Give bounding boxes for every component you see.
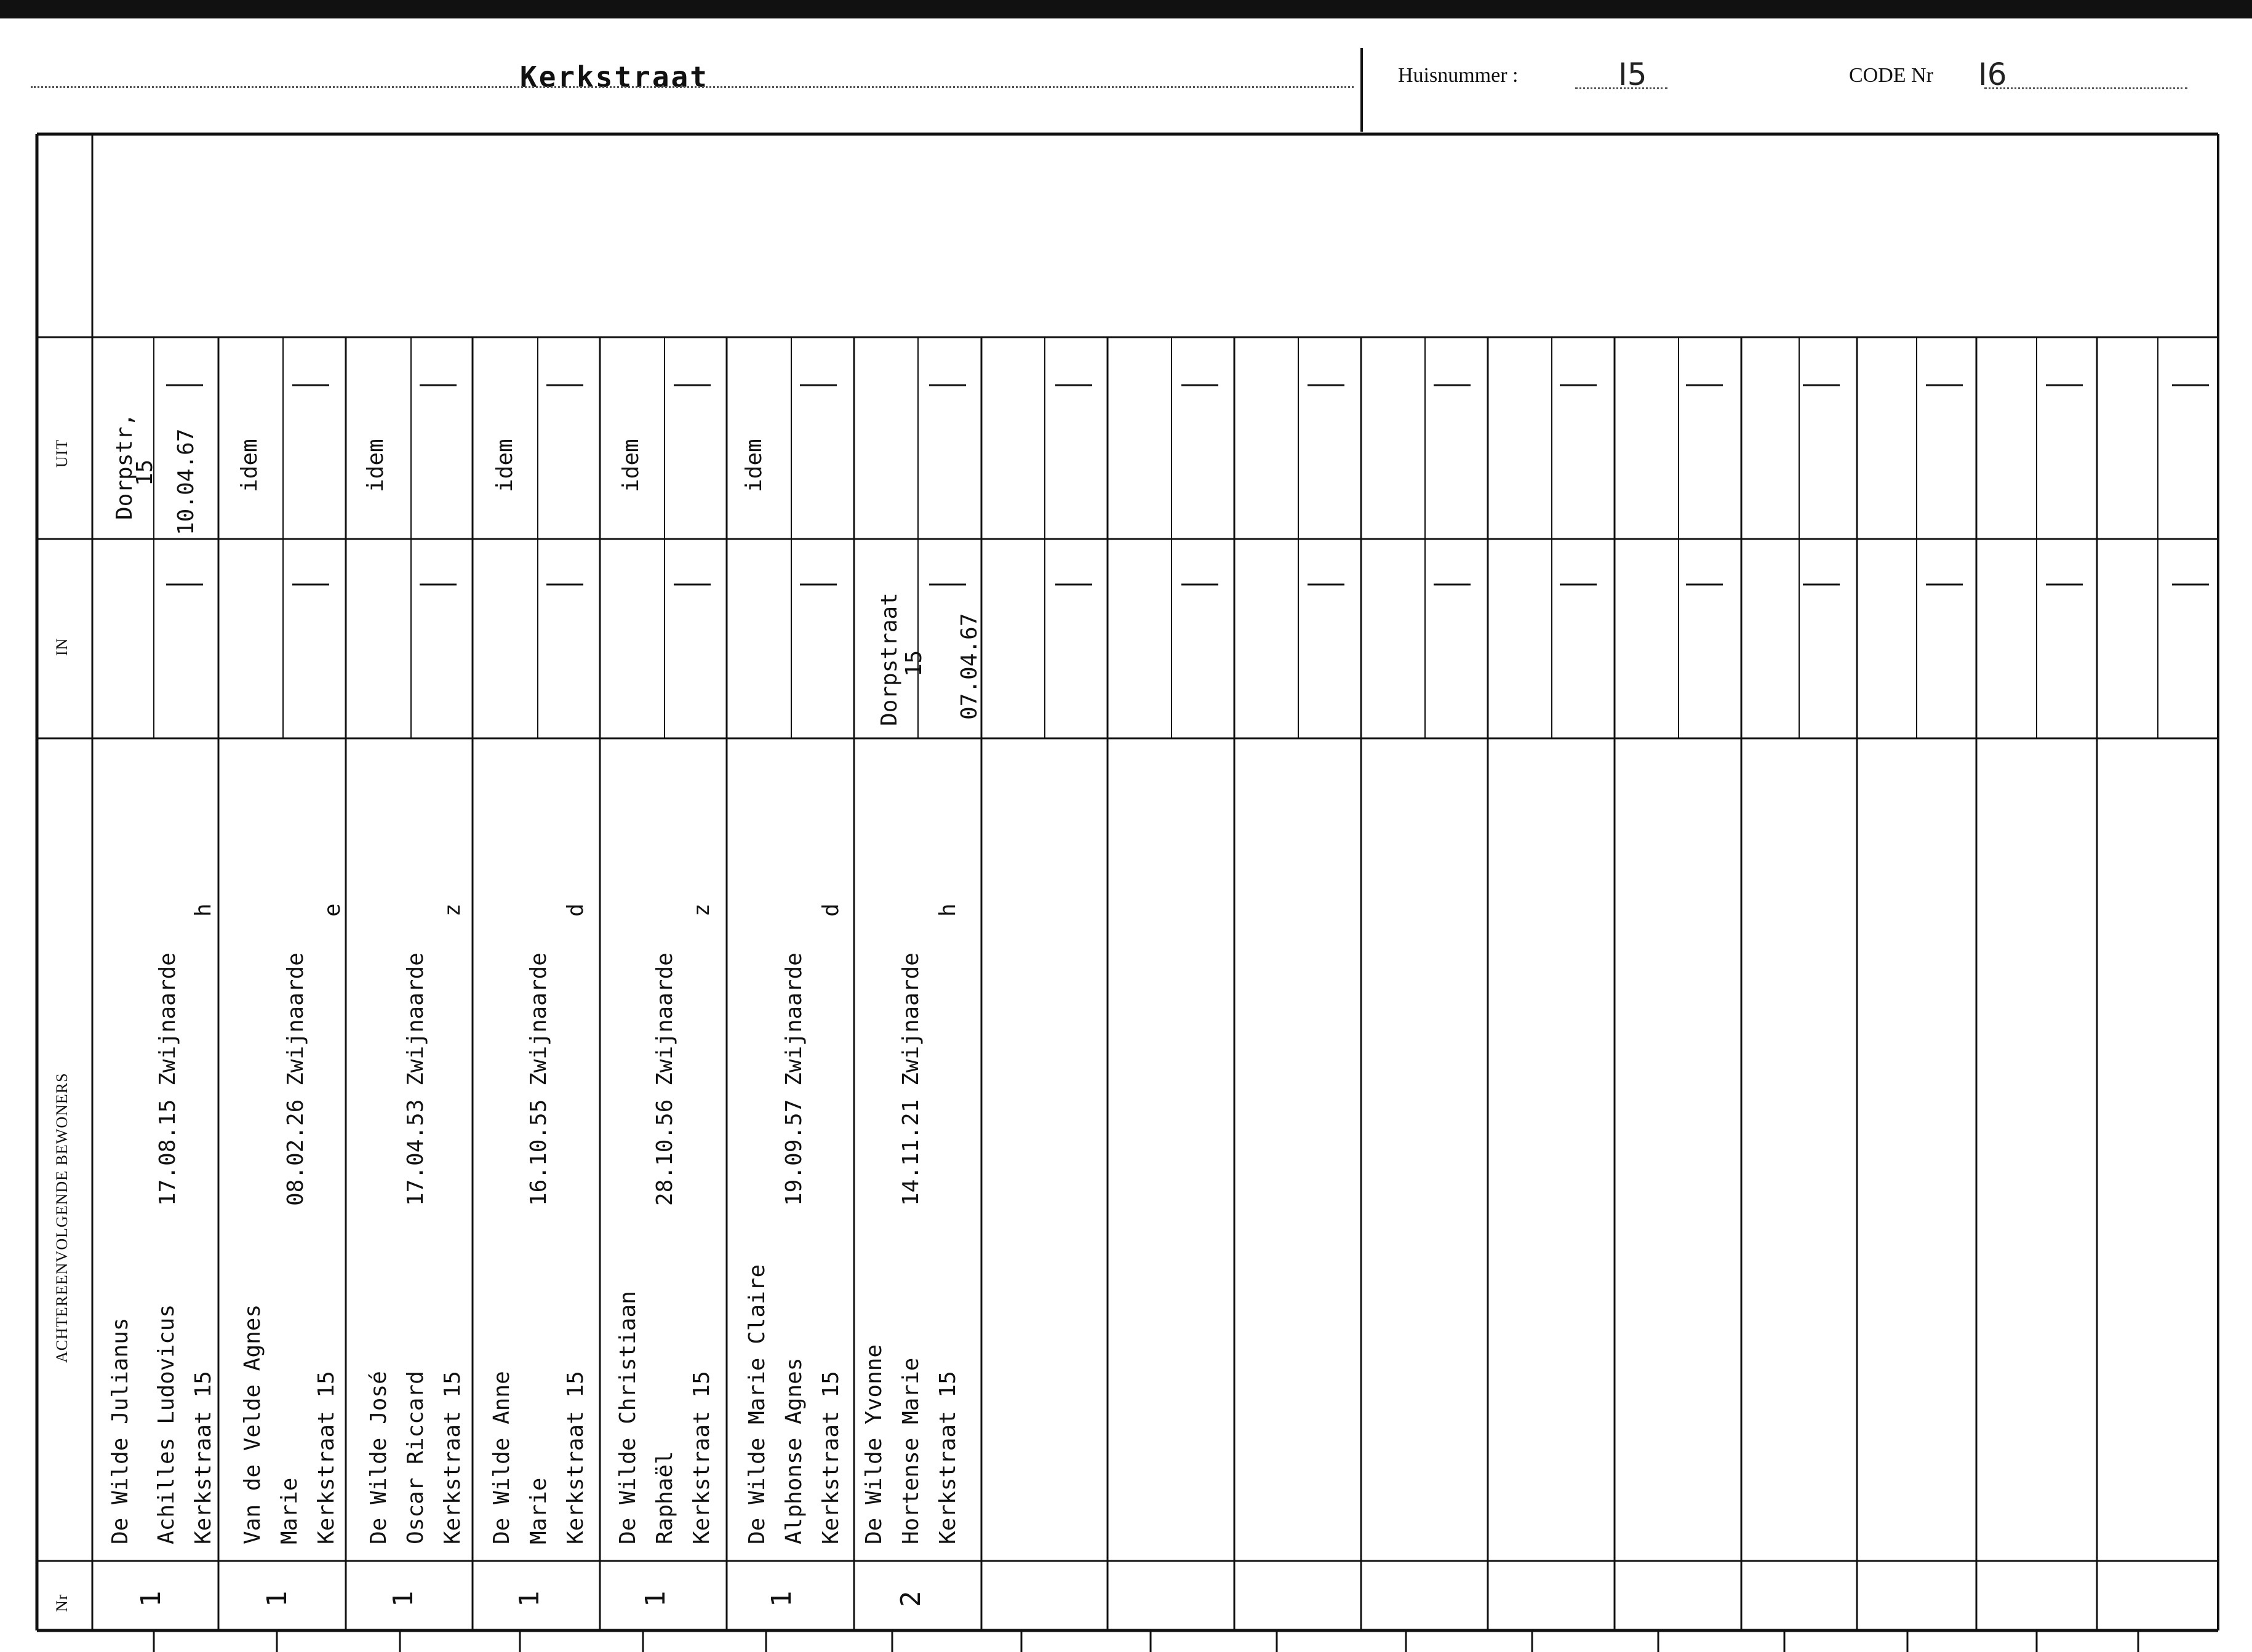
resident-1-uit-date: 10.04.67	[174, 428, 199, 535]
resident-3-nr: 1	[388, 1590, 419, 1607]
resident-2-name-line-1: Van de Velde Agnes	[240, 1304, 265, 1544]
resident-1-name-line-2: Achilles Ludovicus	[154, 1304, 179, 1544]
resident-4-nr: 1	[514, 1590, 545, 1607]
resident-3-uit-place: idem	[363, 439, 388, 492]
row-label-uit: UIT	[53, 439, 71, 468]
resident-7-relation: h	[935, 903, 960, 917]
resident-3-relation: z	[440, 903, 465, 917]
resident-7-in-place-1: Dorpstraat	[877, 593, 902, 726]
resident-1-uit-place-2: 15	[132, 459, 158, 486]
resident-1-uit-place-1: Dorpstr,	[112, 413, 137, 520]
resident-1-name-line-1: De Wilde Julianus	[108, 1317, 133, 1544]
street-name: Kerkstraat	[520, 60, 709, 94]
resident-7-name-line-3: Kerkstraat 15	[935, 1371, 960, 1544]
resident-7-in-place-2: 15	[901, 650, 927, 677]
resident-3-name-line-3: Kerkstraat 15	[440, 1371, 465, 1544]
resident-6-birth: 19.09.57 Zwijnaarde	[781, 952, 807, 1206]
resident-6-name-line-3: Kerkstraat 15	[818, 1371, 844, 1544]
code-value: I6	[1978, 57, 2007, 92]
resident-3-birth: 17.04.53 Zwijnaarde	[403, 952, 428, 1206]
resident-1-relation: h	[191, 903, 216, 917]
resident-2-name-line-2: Marie	[277, 1477, 302, 1544]
resident-4-uit-place: idem	[492, 439, 517, 492]
resident-4-name-line-3: Kerkstraat 15	[563, 1371, 588, 1544]
resident-4-birth: 16.10.55 Zwijnaarde	[526, 952, 551, 1206]
resident-4-relation: d	[563, 903, 588, 917]
row-label-bewoners: ACHTEREENVOLGENDE BEWONERS	[53, 1072, 71, 1363]
code-label: CODE Nr	[1849, 64, 1933, 87]
resident-5-nr: 1	[640, 1590, 671, 1607]
resident-7-name-line-2: Hortense Marie	[898, 1357, 924, 1544]
resident-7-in-date: 07.04.67	[957, 613, 982, 720]
resident-5-birth: 28.10.56 Zwijnaarde	[652, 952, 677, 1206]
resident-2-uit-place: idem	[237, 439, 262, 492]
resident-5-name-line-2: Raphaël	[652, 1451, 677, 1544]
row-label-nr: Nr	[53, 1594, 71, 1612]
resident-6-nr: 1	[766, 1590, 797, 1607]
resident-7-birth: 14.11.21 Zwijnaarde	[898, 952, 924, 1206]
huisnummer-label: Huisnummer :	[1398, 64, 1519, 87]
resident-6-name-line-1: De Wilde Marie Claire	[745, 1264, 770, 1544]
resident-6-relation: d	[818, 903, 844, 917]
resident-4-name-line-2: Marie	[526, 1477, 551, 1544]
resident-1-nr: 1	[135, 1590, 167, 1607]
resident-5-uit-place: idem	[618, 439, 644, 492]
resident-7-name-line-1: De Wilde Yvonne	[861, 1344, 887, 1544]
resident-5-name-line-3: Kerkstraat 15	[689, 1371, 714, 1544]
resident-3-name-line-1: De Wilde José	[366, 1371, 391, 1544]
resident-6-uit-place: idem	[741, 439, 767, 492]
resident-7-nr: 2	[895, 1590, 927, 1607]
resident-2-birth: 08.02.26 Zwijnaarde	[283, 952, 308, 1206]
row-label-in: IN	[53, 637, 71, 656]
resident-2-relation: e	[320, 903, 345, 917]
resident-5-relation: z	[689, 903, 714, 917]
huisnummer-value: I5	[1618, 57, 1647, 92]
resident-2-name-line-3: Kerkstraat 15	[314, 1371, 339, 1544]
resident-1-name-line-3: Kerkstraat 15	[191, 1371, 216, 1544]
resident-2-nr: 1	[262, 1590, 293, 1607]
resident-5-name-line-1: De Wilde Christiaan	[615, 1291, 641, 1544]
resident-6-name-line-2: Alphonse Agnes	[781, 1357, 807, 1544]
resident-4-name-line-1: De Wilde Anne	[489, 1371, 514, 1544]
resident-3-name-line-2: Oscar Riccard	[403, 1371, 428, 1544]
resident-1-birth: 17.08.15 Zwijnaarde	[155, 952, 180, 1206]
